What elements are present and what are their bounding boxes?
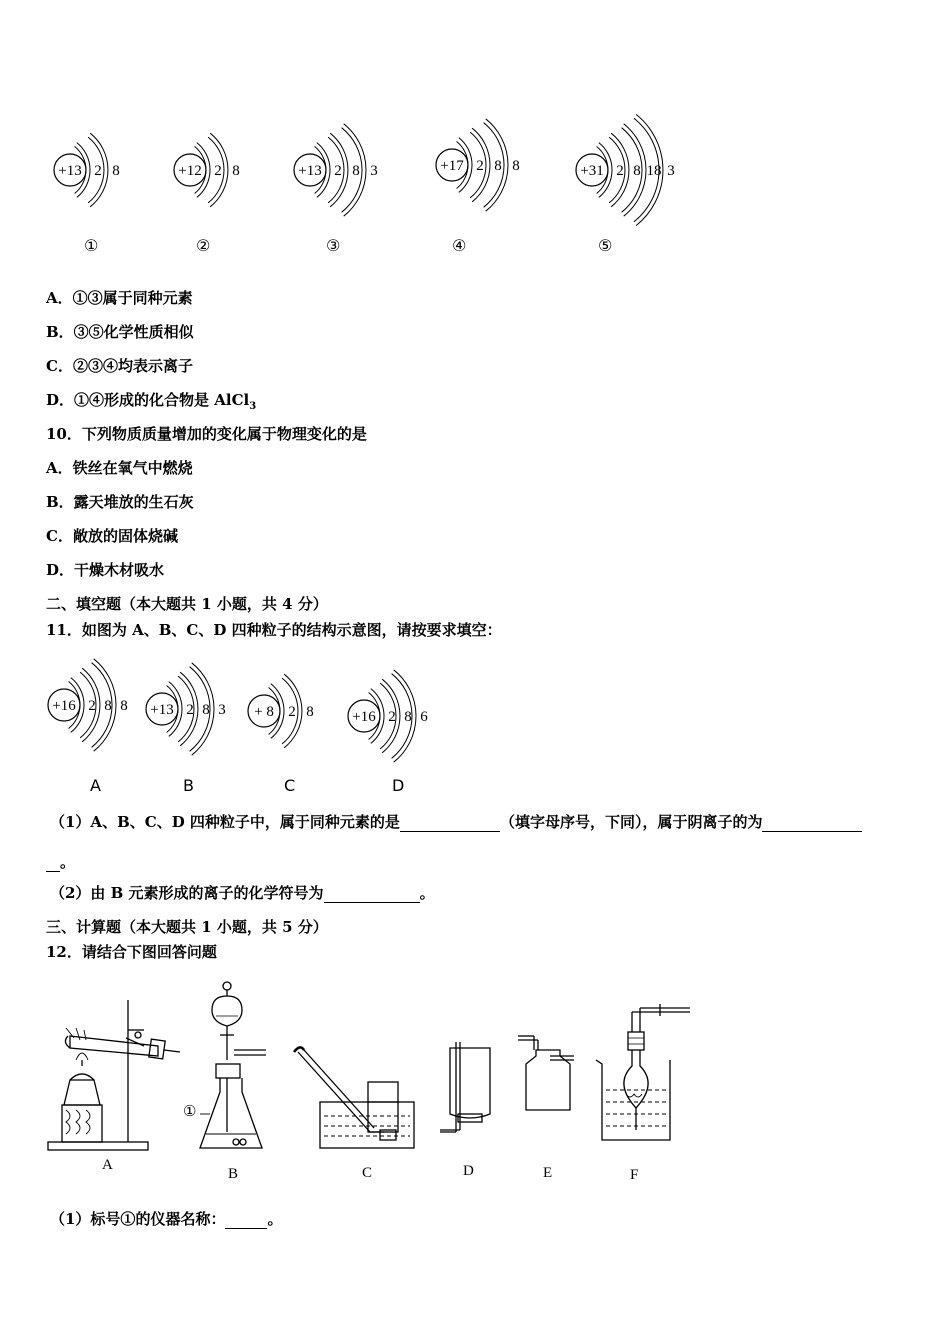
- q11-atom-a-nucleus-charge: +16: [52, 698, 76, 714]
- q9-option-c: C．②③④均表示离子: [46, 357, 193, 375]
- q12-blank-instrument-name[interactable]: [225, 1210, 267, 1229]
- q12-part1-text: （1）标号①的仪器名称：: [50, 1210, 226, 1228]
- q9-atom-1-diagram: [52, 110, 152, 230]
- q9-atom-2-diagram: [172, 110, 272, 230]
- q9-atom-4-label: ④: [452, 236, 467, 255]
- q9-option-d-text: D．①④形成的化合物是 AlCl: [46, 391, 250, 409]
- q11-atom-d-shell-electrons: 8: [404, 709, 412, 725]
- q11-atom-c-diagram: [246, 652, 336, 770]
- apparatus-label-e: E: [543, 1165, 553, 1181]
- q9-atom-4-diagram: [434, 90, 564, 240]
- q10-option-c: C．敞放的固体烧碱: [46, 527, 178, 545]
- q11-part1-continuation: [46, 851, 75, 872]
- q9-atom-3-shell-electrons: 2: [334, 163, 342, 179]
- q11-atom-b-shell-electrons: 8: [202, 702, 210, 718]
- apparatus-b: [200, 982, 266, 1148]
- q9-atom-3-nucleus-charge: +13: [298, 163, 322, 179]
- q9-atom-2-shell-electrons: 2: [214, 163, 222, 179]
- q9-atom-5-shell-electrons: 18: [646, 163, 662, 179]
- q9-atom-5-nucleus-charge: +31: [580, 163, 604, 179]
- q9-atom-4-shell-electrons: 2: [476, 158, 484, 174]
- q11-atom-d-shell-electrons: 6: [420, 709, 428, 725]
- apparatus-label-f: F: [630, 1167, 639, 1183]
- apparatus-d: [440, 1042, 490, 1132]
- q9-atom-1-shell-electrons: 2: [94, 163, 102, 179]
- q11-atom-b-shell-electrons: 3: [218, 702, 226, 718]
- q11-part2: [50, 882, 435, 903]
- q10-option-b: B．露天堆放的生石灰: [46, 493, 194, 511]
- q9-atom-2-nucleus-charge: +12: [178, 163, 202, 179]
- q9-atom-5-shell-electrons: 2: [616, 163, 624, 179]
- apparatus-label-b: B: [228, 1166, 239, 1182]
- q11-blank-ion-symbol[interactable]: [324, 884, 420, 903]
- q9-atom-3-label: ③: [326, 236, 341, 255]
- q11-blank-anion[interactable]: [762, 813, 862, 832]
- q9-option-d: [46, 389, 256, 412]
- q11-atom-a-diagram: [46, 640, 156, 770]
- section-2-heading: 二、填空题（本大题共 1 小题，共 4 分）: [46, 595, 328, 613]
- q9-option-b: B．③⑤化学性质相似: [46, 323, 194, 341]
- q11-atom-c-label: C: [284, 776, 296, 795]
- apparatus-e: [518, 1036, 574, 1110]
- q9-atom-1-label: ①: [84, 236, 99, 255]
- q9-atom-5-diagram: [574, 90, 694, 250]
- q11-atom-b-label: B: [183, 776, 194, 795]
- section-3-heading: 三、计算题（本大题共 1 小题，共 5 分）: [46, 918, 328, 936]
- q11-part1-text-a: （1）A、B、C、D 四种粒子中，属于同种元素的是: [50, 813, 400, 831]
- q11-atom-d-shell-electrons: 2: [388, 709, 396, 725]
- q11-part2-text: （2）由 B 元素形成的离子的化学符号为: [50, 884, 324, 902]
- q9-atom-4-shell-electrons: 8: [512, 158, 520, 174]
- q9-option-a: A．①③属于同种元素: [46, 289, 193, 307]
- q11-atom-a-label: A: [90, 776, 101, 795]
- q9-atom-2-shell-electrons: 8: [232, 163, 240, 179]
- apparatus-label-d: D: [463, 1163, 474, 1179]
- q12-part1-end: 。: [267, 1210, 283, 1228]
- apparatus-f: [596, 1004, 690, 1140]
- q9-option-d-subscript: 3: [249, 401, 257, 412]
- q11-part2-end: 。: [419, 884, 435, 902]
- q11-atom-b-diagram: [144, 646, 244, 772]
- q9-atom-4-shell-electrons: 8: [494, 158, 502, 174]
- q11-atom-d-diagram: [346, 650, 456, 782]
- apparatus-a: [48, 1000, 180, 1150]
- q12-part1: [50, 1208, 282, 1229]
- q12-stem: 12．请结合下图回答问题: [46, 943, 217, 961]
- q10-stem: 10．下列物质质量增加的变化属于物理变化的是: [46, 425, 367, 443]
- q9-atom-2-label: ②: [196, 236, 211, 255]
- q9-atom-3-shell-electrons: 3: [370, 163, 378, 179]
- q11-atom-c-shell-electrons: 2: [288, 704, 296, 720]
- apparatus-b-marker: ①: [183, 1102, 197, 1120]
- q11-part1-text-b: （填字母序号，下同），属于阴离子的为: [499, 813, 763, 831]
- q9-atom-4-nucleus-charge: +17: [440, 158, 464, 174]
- q11-atom-a-shell-electrons: 8: [104, 698, 112, 714]
- q11-part1-end: 。: [60, 853, 76, 871]
- q11-atom-b-nucleus-charge: +13: [150, 702, 174, 718]
- q11-blank-same-element[interactable]: [400, 813, 500, 832]
- q11-atom-a-shell-electrons: 8: [120, 698, 128, 714]
- q11-atom-d-nucleus-charge: +16: [352, 709, 376, 725]
- q9-atom-1-nucleus-charge: +13: [58, 163, 82, 179]
- q10-option-a: A．铁丝在氧气中燃烧: [46, 459, 193, 477]
- q9-atom-1-shell-electrons: 8: [112, 163, 120, 179]
- apparatus-c: [294, 1047, 414, 1148]
- q11-stem: 11．如图为 A、B、C、D 四种粒子的结构示意图，请按要求填空：: [46, 621, 502, 639]
- q9-atom-5-shell-electrons: 3: [667, 163, 675, 179]
- q9-atom-5-shell-electrons: 8: [633, 163, 641, 179]
- q9-atom-3-shell-electrons: 8: [352, 163, 360, 179]
- apparatus-label-c: C: [362, 1165, 373, 1181]
- q9-atom-5-label: ⑤: [598, 236, 613, 255]
- q11-atom-b-shell-electrons: 2: [186, 702, 194, 718]
- q11-part1: [50, 811, 862, 832]
- q9-atom-3-diagram: [292, 100, 412, 240]
- q11-atom-c-shell-electrons: 8: [306, 704, 314, 720]
- lab-apparatus-figure: [40, 980, 720, 1190]
- q11-blank-anion-continuation[interactable]: [46, 853, 60, 872]
- q10-option-d: D．干燥木材吸水: [46, 561, 165, 579]
- q11-atom-c-nucleus-charge: + 8: [254, 704, 274, 720]
- q11-atom-d-label: D: [392, 776, 405, 795]
- q11-atom-a-shell-electrons: 2: [88, 698, 96, 714]
- apparatus-label-a: A: [102, 1157, 113, 1173]
